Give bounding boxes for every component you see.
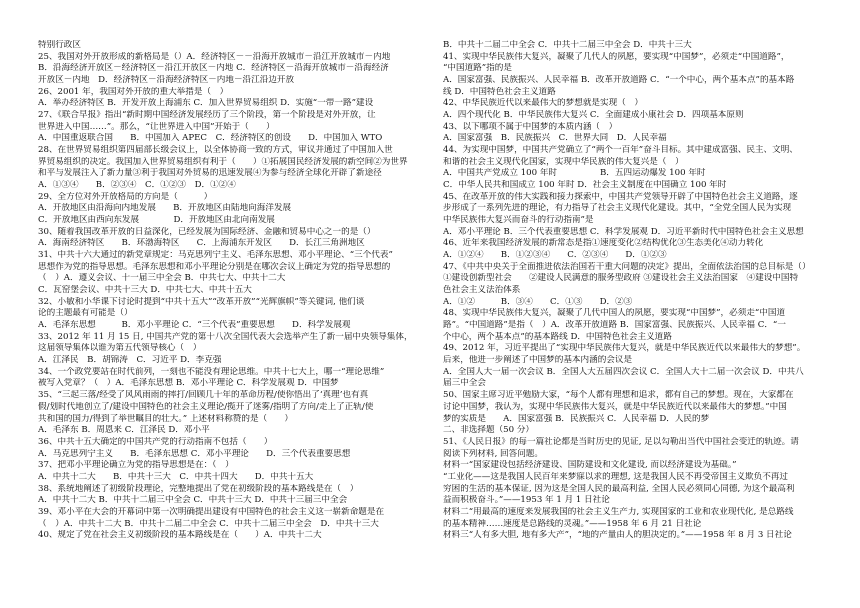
left-column-line: 33、2012 年 11 月 15 日, 中国共产党的第十八次全国代表大会选举产生了新一届中央领导集体， [38,331,413,342]
left-column-line: 35、“三起三落/经受了风风雨雨的摔打/回顾几十年的革命历程/使你悟出了‘真理’也有真 [38,390,369,401]
left-column-line: A．江泽民 B．胡锦涛 C．习近平 D．李克强 [38,355,222,366]
right-column-line: A．①②④ B．①②③④ C．②③④ D．①②③ [443,250,667,261]
right-column-line: 47、《中共中央关于全面推进依法治国若干重大问题的决定》提出，全面依法治国的总目标是（） [443,261,811,272]
left-column-line: 40、规定了党在社会主义初级阶段的基本路线是在（ ）A．中共十二大 [38,530,322,541]
right-column-line: 穷困的生活的基本保证, 因为这是全国人民的最高利益, 全国人民必须同心同德, 为这个最高利 [443,483,795,494]
right-column-line: 44、为实现中国梦，中国共产党确立了“两个一百年”奋斗目标。其中建成富强、民主、文明、 [443,145,798,156]
left-column-line: 37、把邓小平理论确立为党的指导思想是在：（ ） [38,460,234,471]
right-column-line: 48、实现中华民族伟大复兴，凝聚了几代中国人的夙愿，要实现“中国梦”，必须走“中国道 [443,308,786,319]
left-column-line: 34、一个政党要站在时代前列，一刻也不能没有理论思维。中共十七大上，哪一“理论思维” [38,366,385,377]
right-column-line: 阅读下列材料, 回答问题。 [443,448,543,459]
left-column-line: 32、小敏和小华课下讨论时提到“中共十五大”“改革开放”“光辉旗帜”等关键词, 他们谈 [38,296,365,307]
left-column-line: 25、我国对外开放形成的新格局是（）A．经济特区－－沿海开放城市－沿江开放城市－内地 [38,51,391,62]
right-column-line: 线 D．中国特色社会主义道路 [443,86,556,97]
left-column-line: 假/划时代地创立了/建设中国特色的社会主义理论/揽开了迷雾/指明了方向/走上了正轨/使 [38,401,374,412]
right-column-line: 届三中全会 [443,378,486,389]
right-column-line: C．中华人民共和国成立 100 年时 D．社会主义制度在中国确立 100 年时 [443,180,727,191]
left-column-line: 被写入党章？（ ）A．毛泽东思想 B．邓小平理论 C．科学发展观 D．中国梦 [38,378,339,389]
left-column-line: 36、中共十五大确定的中国共产党的行动指南不包括（ ） [38,436,273,447]
left-column-line: 特别行政区 [38,40,81,50]
right-column-line: A．①② B．③④ C．①③ D．②③ [443,296,633,307]
right-column-line: 50、国家主席习近平勉励大家，“每个人都有理想和追求，都有自己的梦想。现在，大家都在 [443,390,794,401]
left-column-line: 26、2001 年，我国对外开放的重大举措是（ ） [38,86,229,97]
left-column-line: 思想作为党的指导思想。毛泽东思想和邓小平理论分别是在哪次会议上确定为党的指导思想的 [38,261,391,272]
right-column-line: 42、中华民族近代以来最伟大的梦想就是实现（ ） [443,98,643,109]
left-column-line: （ ）A．遵义会议、十一届三中全会 B．中共七大、中共十二大 [38,273,286,284]
right-column-line: “中国道路”指的是 [443,63,512,74]
left-column-line: A．举办经济特区 B．开发开放上海浦东 C．加入世界贸易组织 D．实施“一带一路”建设 [38,98,374,109]
left-column-line: 29、全方位对外开放格局的方向是（ ） [38,191,213,202]
right-column-line: 46、近年来我国经济发展的新常态是指①速度变化②结构优化③生态美化④动力转化 [443,238,764,249]
right-column-line: 益而积极奋斗。”——1953 年 1 月 1 日社论 [443,495,610,506]
left-column-line: （ ）A．中共十二大 B．中共十二届二中全会 C．中共十二届三中全会 D．中共十三大 [38,518,379,529]
left-column-line: A．中共十二大 B．中共十三大 C．中共十四大 D．中共十五大 [38,471,314,482]
right-column-line: 和谐的社会主义现代化国家，实现中华民族的伟大复兴是（ ） [443,156,684,167]
left-column-line: 世界进入中国……”。那么，“让世界进入中国”开始于（ ） [38,121,275,132]
right-column-line: 材料三“人有多大胆, 地有多大产”，“地的产量由人的胆决定的。”——1958 年 8 月 3 日社论 [443,530,792,541]
left-column-line: A．开放地区由沿海向内地发展 B．开放地区由陆地向海洋发展 [38,203,292,214]
right-column-line: 中华民族伟大复兴而奋斗的行动指南”是 [443,215,594,226]
left-column-line: 28、在世界贸易组织第四届部长级会议上，以全体协商一致的方式，审议并通过了中国加入世 [38,145,393,156]
right-column-line: A．国家富强、民族振兴、人民幸福 B．改革开放道路 C．“一个中心，两个基本点”的基本路 [443,75,795,86]
right-column-line: 材料二“用最高的速度来发展我国的社会主义生产力, 实现国家的工业和农业现代化, 是总路线 [443,506,794,517]
left-column-line: 开放区－内地 D．经济特区－沿海经济特区－内地－沿江沿边开放 [38,75,295,86]
left-column-line: A．马克思列宁主义 B．毛泽东思想 C．邓小平理论 D．三个代表重要思想 [38,448,351,459]
left-column-line: 27、《联合早报》指出“新时期中国经济发展经历了三个阶段，第一个阶段是对外开放，让 [38,110,376,121]
right-column-line: 色社会主义法治体系 [443,285,521,296]
left-column-line: A．毛泽东 B．周恩来 C．江泽民 D．邓小平 [38,425,210,436]
right-column-line: A．全国人大一届一次会议 B．全国人大五届四次会议 C．全国人大十二届一次会议 D．中共八 [443,366,804,377]
right-column-line: 51、《人民日报》的每一篇社论都是当时历史的见证, 足以勾勒出当代中国社会变迁的轨迹。请 [443,436,799,447]
left-column [38,40,430,542]
left-column-line: 39、邓小平在大会的开幕词中第一次明确提出建设有中国特色的社会主义这一崭新命题是在 [38,506,385,517]
left-column-line: A．①③④ B．②③④ C．①②③ D．①②④ [38,180,236,191]
right-column-line: 个中心，两个基本点”的基本路线 D．中国特色社会主义道路 [443,331,672,342]
right-column-line: 45、在改革开放的伟大实践和接力探索中，中国共产党领导开辟了中国特色社会主义道路，逐 [443,191,798,202]
left-column-line: 界贸易组织的决定。我国加入世界贸易组织有利于（ ）①拓展国民经济发展的新空间②为世界 [38,156,408,167]
left-column-line: 38、系统地阐述了初级阶段理论，完整地提出了党在初级阶段的基本路线是在（ ） [38,483,359,494]
left-column-line: 31、中共十六大通过的新党章规定：马克思列宁主义、毛泽东思想、邓小平理论、“三个代表” [38,250,393,261]
right-column-line: A．国家富强 B．民族振兴 C．世界大同 D．人民幸福 [443,133,667,144]
right-column-line: 讨论中国梦，我认为，实现中华民族伟大复兴，就是中华民族近代以来最伟大的梦想。”中国 [443,401,787,412]
left-column-line: 这届领导集体以谁为第五代领导核心（ ） [38,343,202,354]
right-column-line: 路”。“中国道路”是指（ ）A．改革开放道路 B．国家富强、民族振兴、人民幸福 C．“一 [443,320,786,331]
right-column-line: 43、以下哪项不属于中国梦的本质内涵（ ） [443,121,618,132]
right-column-line: 后来，他进一步阐述了中国梦的基本内涵的会议是 [443,355,633,366]
left-column-line: A．中共十二大 B．中共十二届三中全会 C．中共十三大 D．中共十三届三中全会 [38,495,348,506]
right-column-line: 的基本精神……速度是总路线的灵魂。”——1958 年 6 月 21 日社论 [443,518,702,529]
right-column-line: 材料一“国家建设包括经济建设、国防建设和文化建设, 而以经济建设为基础。” [443,460,737,471]
left-column-line: B．沿海经济开放区－经济特区－沿江开放区－内地 C．经济特区－沿海开放城市－沿海经济 [38,63,389,74]
left-column-line: 共和国的国力/得到了举世瞩目的壮大。” 上述材料称赞的是（ ） [38,413,293,424]
left-column-line: A．海南经济特区 B．环渤海特区 C．上海浦东开发区 D．长江三角洲地区 [38,238,365,249]
right-column-line: “工业化——这是我国人民百年来梦寐以求的理想, 这是我国人民不再受帝国主义欺负不再过 [443,471,789,482]
right-column-line: 49、2012 年，习近平提出了“实现中华民族伟大复兴，就是中华民族近代以来最伟大的梦想”。 [443,343,806,354]
left-column-line: A．中国重返联合国 B．中国加入 APEC C．经济特区的创设 D．中国加入 WTO [38,133,383,144]
right-column-line: B．中共十二届二中全会 C．中共十二届三中全会 D．中共十三大 [443,40,692,50]
right-column-line: 41、实现中华民族伟大复兴，凝聚了几代人的夙愿，要实现“中国梦”，必须走“中国道路”， [443,51,790,62]
left-column-line: C．开放地区由西向东发展 D．开放地区由北向南发展 [38,215,275,226]
right-column-line: A．邓小平理论 B．三个代表重要思想 C．科学发展观 D．习近平新时代中国特色社会主义思想 [443,226,804,237]
right-column-line: 梦的实质是 A．国家富强 B．民族振兴 C．人民幸福 D．人民的梦 [443,413,710,424]
right-column-line: ①建设创新型社会 ②建设人民满意的服务型政府 ③建设社会主义法治国家 ④建设中国特 [443,273,799,284]
left-column-line: C．瓦窑堡会议、中共十三大 D．中共七大、中共十五大 [38,285,252,296]
right-column-line: 二、非选择题（50 分） [443,425,535,436]
left-column-line: 和平与发展注入了新力量③利于我国对外贸易的迅速发展④为参与经济全球化开辟了新途径 [38,168,382,179]
right-column-line: A．四个现代化 B．中华民族伟大复兴 C．全面建成小康社会 D．四项基本原则 [443,110,744,121]
right-column-line: A．中国共产党成立 100 年时 B．五四运动爆发 100 年时 [443,168,706,179]
left-column-line: 30、随着我国改革开放的日益深化，已经发展为国际经济、金融和贸易中心之一的是（） [38,226,376,237]
left-column-line: 论的主题最有可能是（） [38,308,133,319]
right-column [443,40,841,542]
left-column-line: A．毛泽东思想 B．邓小平理论 C．“三个代表”重要思想 D．科学发展观 [38,320,351,331]
right-column-line: 步形成了一系列先进的理论，有力指导了社会主义现代化建设。其中，“全党全国人民为实现 [443,203,792,214]
